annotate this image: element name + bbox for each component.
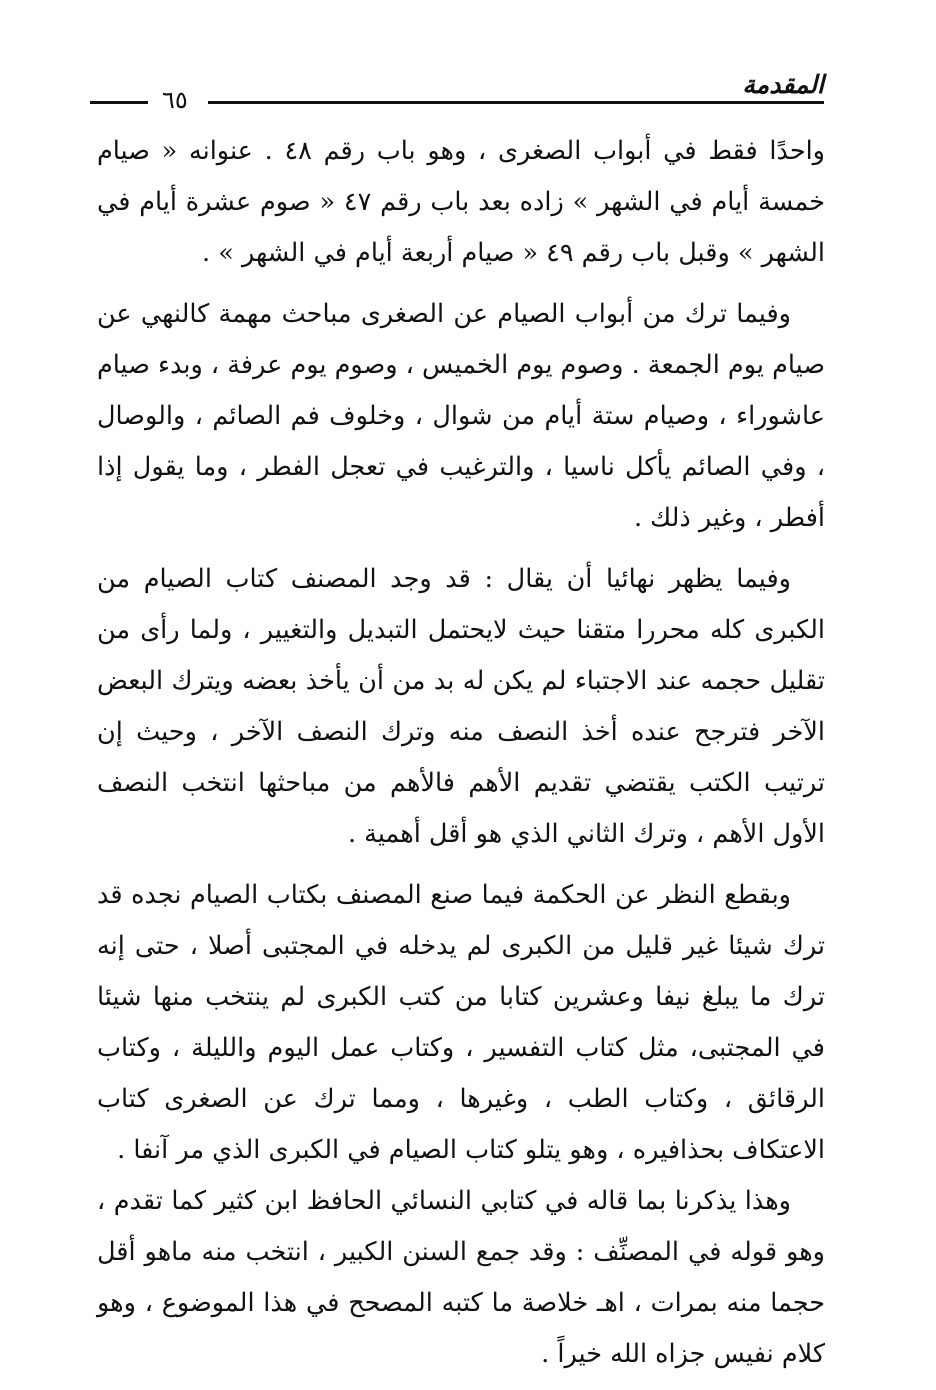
- header-rule: [208, 101, 824, 104]
- running-title: المقدمة: [742, 70, 824, 99]
- paragraph: وفيما يظهر نهائيا أن يقال : قد وجد المصنف كتاب الصيام من الكبرى كله محررا متقنا حيث لايحتمل التبديل والتغيير ، ولما رأى من تقليل حجمه عند الاجتباء لم يكن له بد من أن يأخذ بعضه ويترك البعض الآخر فترجح عنده أخذ النصف منه وترك النصف الآخر ، وحيث إن ترتيب الكتب يقتضي تقديم الأهم فالأهم من مباحثها انتخب النصف الأول الأهم ، وترك الثاني الذي هو أقل أهمية .: [97, 564, 825, 849]
- page-header: [90, 66, 824, 112]
- paragraph: وفيما ترك من أبواب الصيام عن الصغرى مباحث مهمة كالنهي عن صيام يوم الجمعة . وصوم يوم الخميس ، وصوم يوم عرفة ، وبدء صيام عاشوراء ، وصيام ستة أيام من شوال ، وخلوف فم الصائم ، والوصال ، وفي الصائم يأكل ناسيا ، والترغيب في تعجل الفطر ، وما يقول إذا أفطر ، وغير ذلك .: [96, 299, 825, 533]
- paragraph: وبقطع النظر عن الحكمة فيما صنع المصنف بكتاب الصيام نجده قد ترك شيئا غير قليل من الكبرى لم يدخله في المجتبى أصلا ، حتى إنه ترك ما يبلغ نيفا وعشرين كتابا من كتب الكبرى لم ينتخب منها شيئا في المجتبى، مثل كتاب التفسير ، وكتاب عمل اليوم والليلة ، وكتاب الرقائق ، وكتاب الطب ، وغيرها ، ومما ترك عن الصغرى كتاب الاعتكاف بحذافيره ، وهو يتلو كتاب الصيام في الكبرى الذي مر آنفا .: [97, 880, 825, 1165]
- body-text: [97, 126, 825, 1390]
- page-number: ٦٥: [154, 86, 196, 114]
- paragraph: واحدًا فقط في أبواب الصغرى ، وهو باب رقم ٤٨ . عنوانه « صيام خمسة أيام في الشهر » زاده بعد باب رقم ٤٧ « صوم عشرة أيام في الشهر » وقبل باب رقم ٤٩ « صيام أربعة أيام في الشهر » .: [97, 136, 825, 268]
- paragraph: وهذا يذكرنا بما قاله في كتابي النسائي الحافظ ابن كثير كما تقدم ، وهو قوله في المصنِّف : وقد جمع السنن الكبير ، انتخب منه ماهو أقل حجما منه بمرات ، اهـ خلاصة ما كتبه المصحح في هذا الموضوع ، وهو كلام نفيس جزاه الله خيراً .: [97, 1186, 825, 1369]
- header-rule-short: [90, 101, 148, 104]
